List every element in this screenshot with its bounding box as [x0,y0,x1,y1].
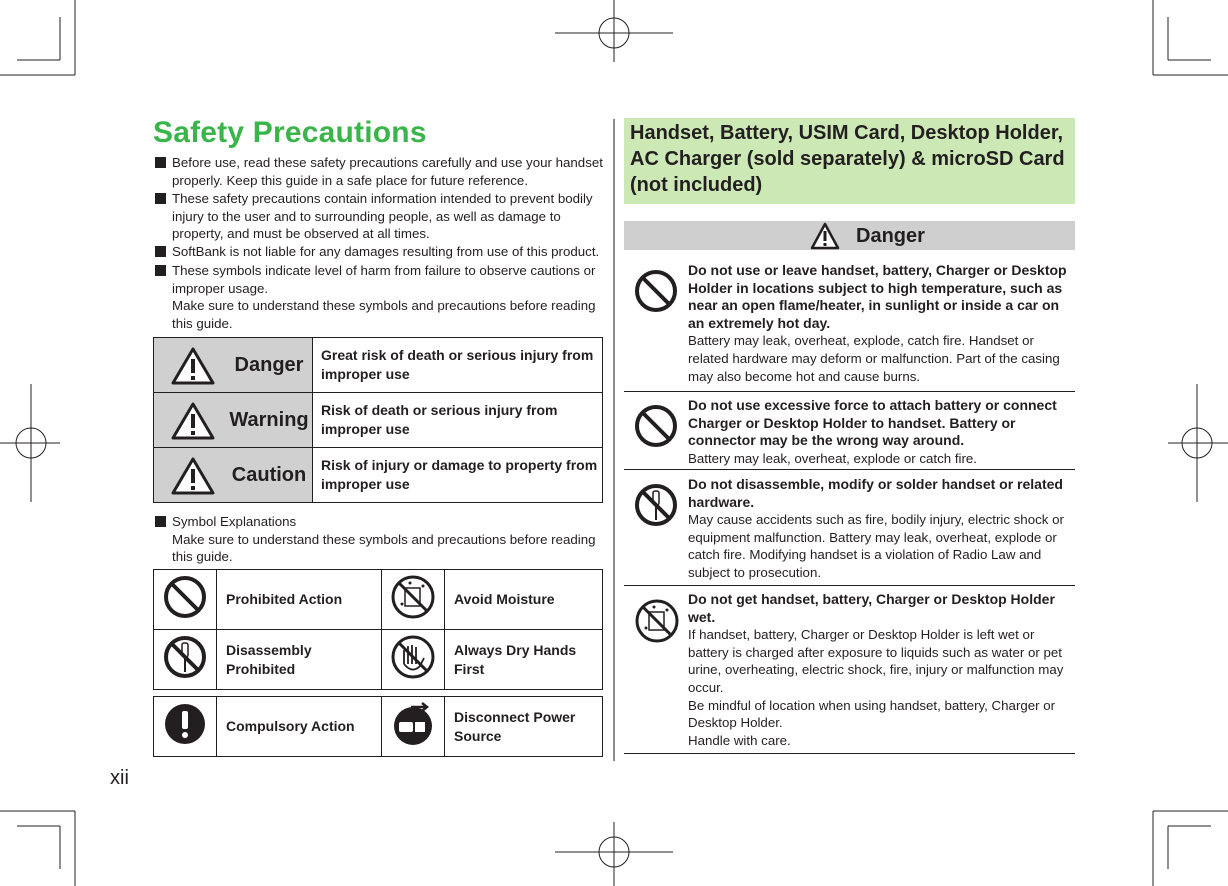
precaution-item [624,476,1075,586]
intro-bullet: These symbols indicate level of harm from failure to observe cautions or improper usage. Make sure to understand these symbols and precautions before reading this guide. [155,262,603,332]
precaution-text: May cause accidents such as fire, bodily injury, electric shock or equipment malfunction. Battery may leak, overheat, explode or catch fire. Modifying handset is a violation of Radio Law and subject to prosecution. [688,512,1064,580]
hazard-level-name: Caution [231,464,307,486]
avoid-moisture-icon [634,598,680,644]
symbol-label: Disassembly Prohibited [217,630,382,690]
section-header-text: Handset, Battery, USIM Card, Desktop Holder, AC Charger (sold separately) & microSD Card (not included) [630,122,1065,196]
no-disassembly-icon [163,635,207,679]
precaution-item [624,591,1075,754]
intro-bullet: SoftBank is not liable for any damages resulting from use of this product. [155,243,603,261]
dry-hands-icon [390,634,436,680]
hazard-level-desc: Risk of injury or damage to property from improper use [313,448,603,503]
hazard-level-table [153,337,603,503]
precaution-title: Do not use or leave handset, battery, Charger or Desktop Holder in locations subject to high temperature, such as near an open flame/heater, in sunlight or inside a car on an extremely hot day. [688,262,1067,331]
avoid-moisture-icon [390,574,436,620]
symbol-row [154,697,603,757]
prohibited-icon [634,404,678,448]
section-header [624,118,1075,204]
prohibited-icon [163,575,207,619]
danger-label: Danger [856,225,925,247]
hazard-level-desc: Risk of death or serious injury from improper use [313,393,603,448]
prohibited-icon [634,269,678,313]
precaution-title: Do not use excessive force to attach battery or connect Charger or Desktop Holder to handset. Battery or connector may be the wrong way around. [688,397,1057,449]
symbol-explanations [155,513,603,566]
warning-triangle-icon [170,401,216,441]
precaution-text: Battery may leak, overheat, explode, catch fire. Handset or related hardware may deform or malfunction. Part of the casing may also become hot and cause burns. [688,333,1060,384]
precaution-title: Do not get handset, battery, Charger or Desktop Holder wet. [688,591,1055,625]
symbol-row [154,630,603,690]
compulsory-icon [163,702,207,746]
precaution-item [624,262,1075,392]
precaution-text: Handle with care. [688,732,791,748]
hazard-level-name: Danger [234,354,304,376]
symbol-label: Always Dry Hands First [445,630,603,690]
page-number: xii [110,767,129,789]
precaution-text: If handset, battery, Charger or Desktop Holder is left wet or battery is charged after exposure to liquids such as water or pet urine, overheating, electric shock, fire, injury or malfunction may occur. [688,627,1064,695]
symbol-label: Disconnect Power Source [445,697,603,757]
symbol-label: Compulsory Action [217,697,382,757]
precaution-text: Battery may leak, overheat, explode or catch fire. [688,450,977,466]
hazard-level-name: Warning [229,409,309,431]
symbol-table [153,569,603,690]
hazard-level-desc: Great risk of death or serious injury from improper use [313,338,603,393]
column-divider [613,119,615,761]
symbol-label: Avoid Moisture [445,570,603,630]
intro-bullet-extra: Make sure to understand these symbols and precautions before reading this guide. [172,298,596,331]
precaution-title: Do not disassemble, modify or solder handset or related hardware. [688,476,1063,510]
unplug-icon [389,702,437,746]
intro-bullet: Before use, read these safety precautions carefully and use your handset properly. Keep this guide in a safe place for future reference. [155,154,603,189]
danger-bar [624,221,1075,250]
symbol-intro: Make sure to understand these symbols and precautions before reading this guide. [172,531,596,565]
page-title: Safety Precautions [153,116,427,149]
warning-triangle-icon [810,222,840,250]
hazard-level-row [154,448,603,503]
intro-bullet: These safety precautions contain information intended to prevent bodily injury to the user and to surrounding people, as well as damage to property, and must be observed at all times. [155,190,603,243]
precaution-text: Be mindful of location when using handset, battery, Charger or Desktop Holder. [688,697,1056,731]
precaution-item [624,397,1075,470]
hazard-level-row [154,393,603,448]
symbol-heading: Symbol Explanations [172,514,297,529]
hazard-level-row [154,338,603,393]
symbol-table [153,696,603,757]
symbol-label: Prohibited Action [217,570,382,630]
no-disassembly-icon [634,483,678,527]
warning-triangle-icon [170,456,216,496]
symbol-row [154,570,603,630]
warning-triangle-icon [170,346,216,386]
